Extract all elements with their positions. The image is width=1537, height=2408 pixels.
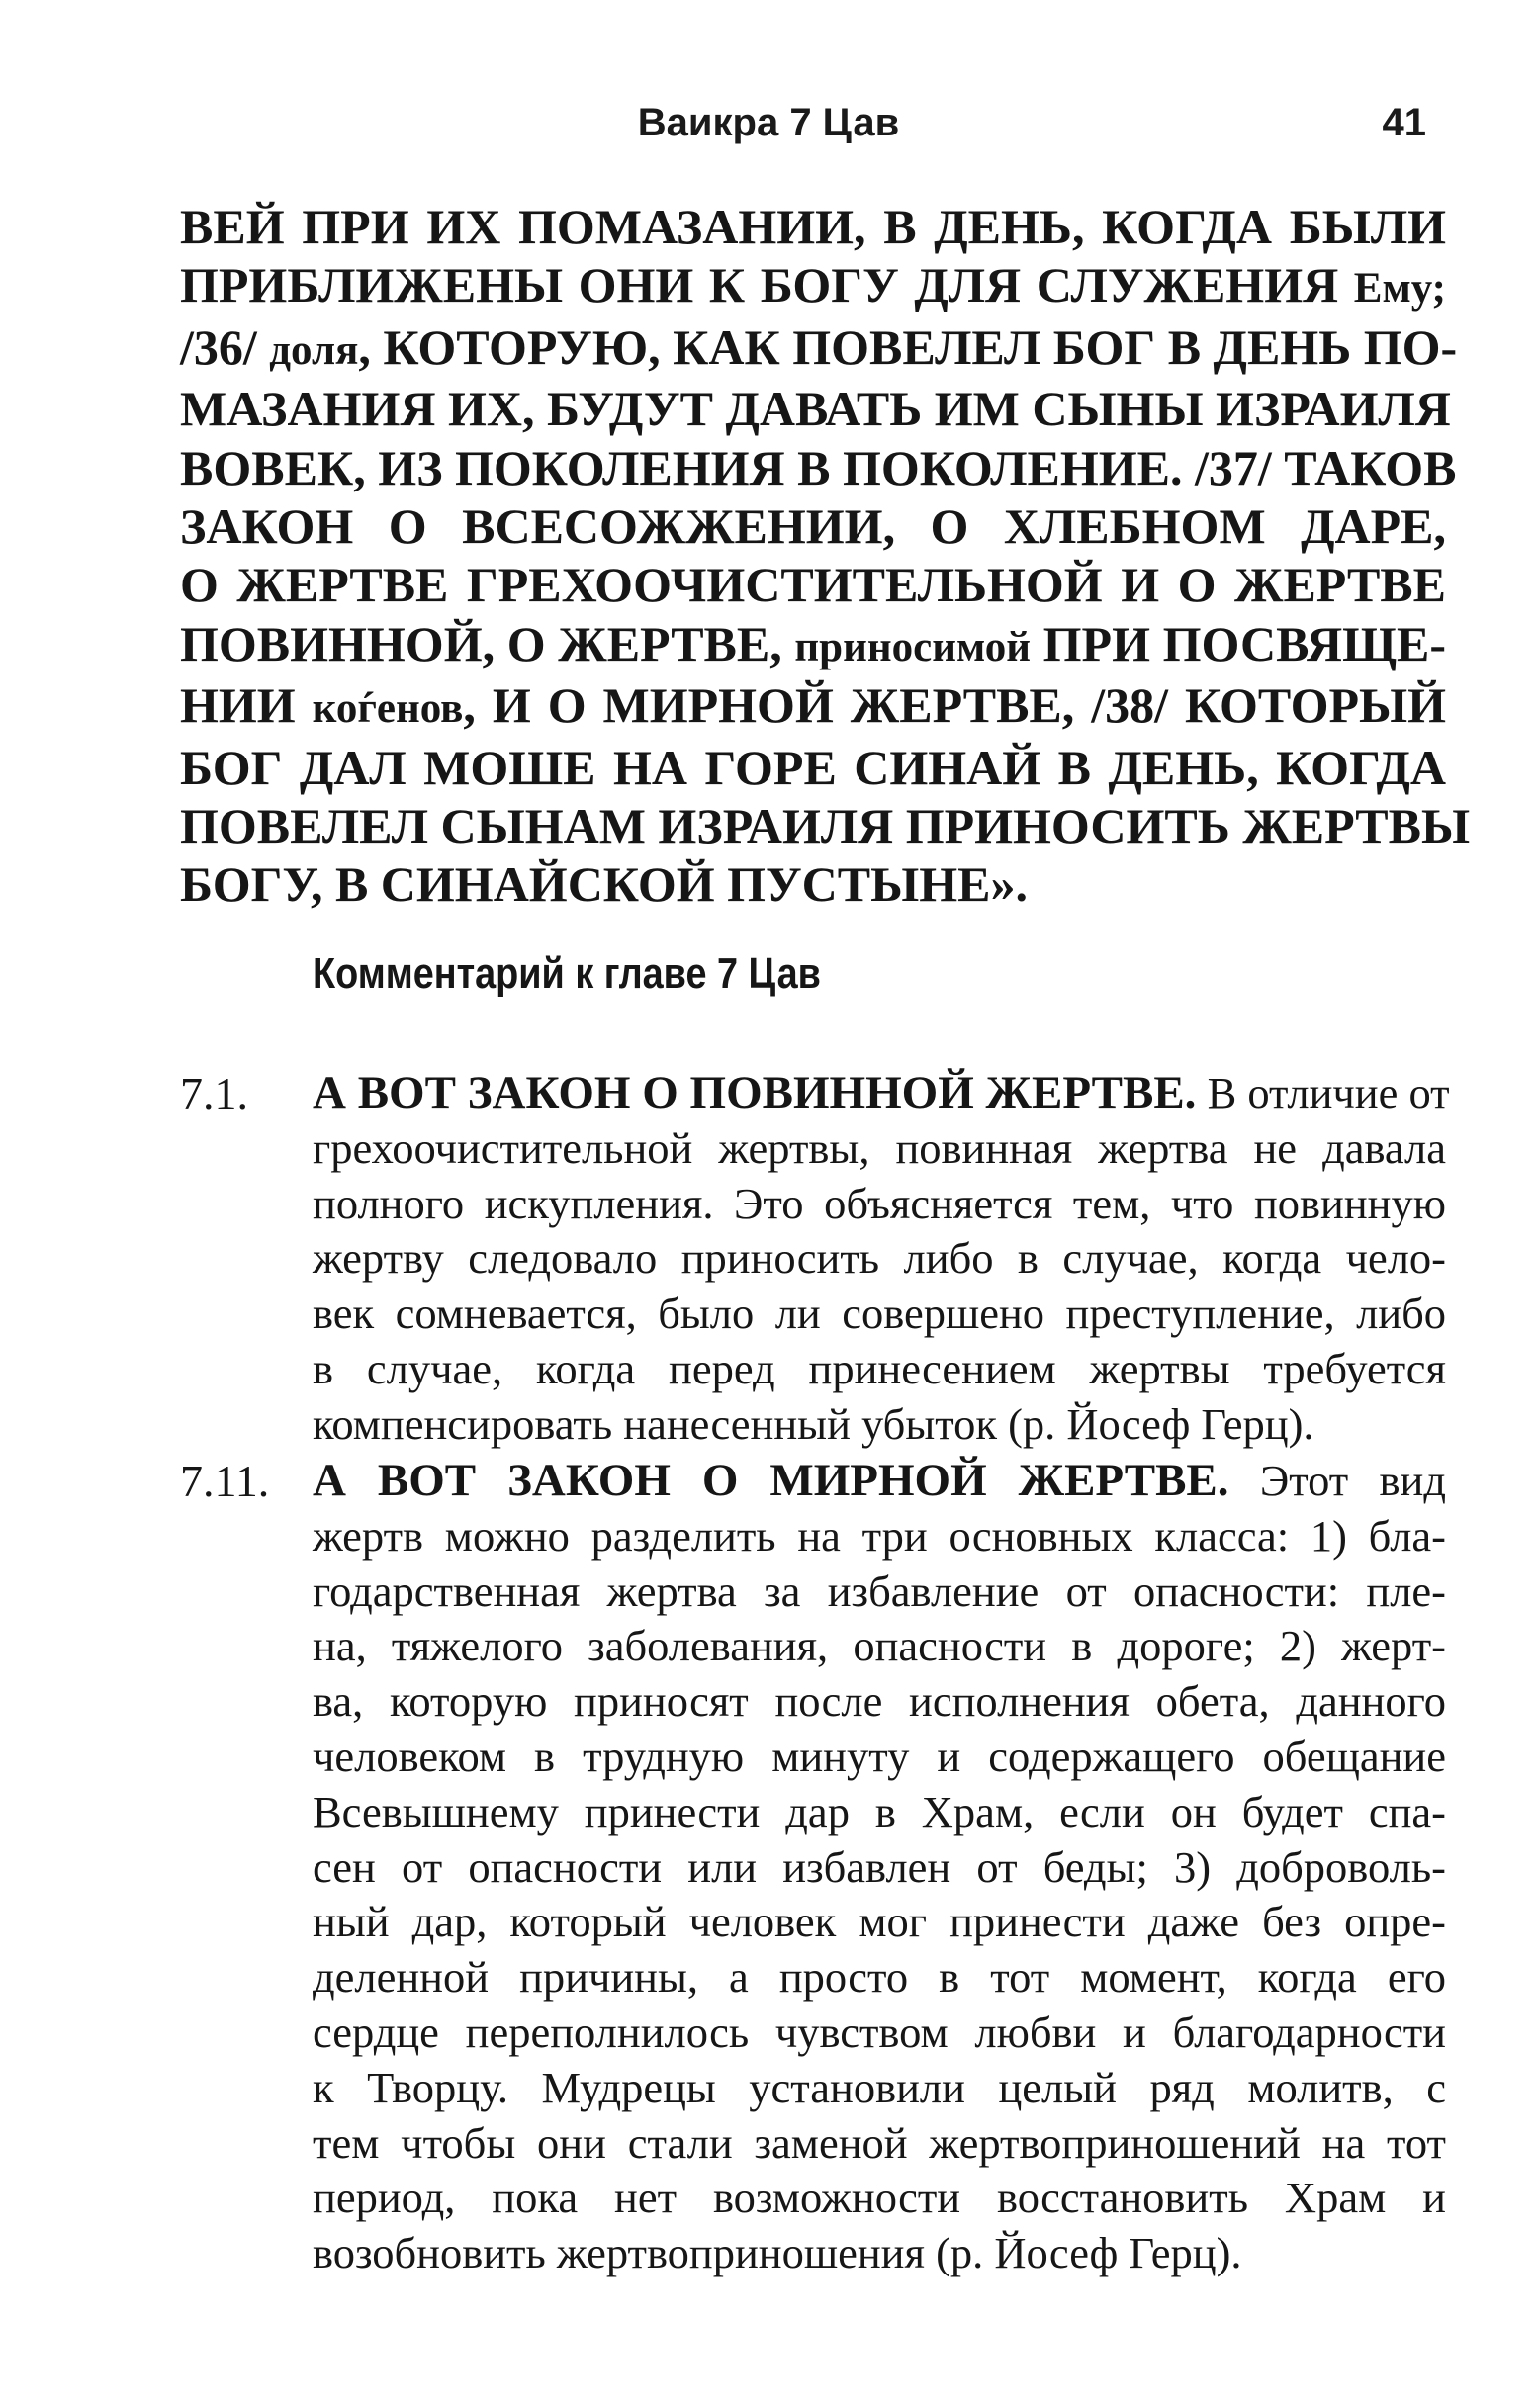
entry-line: жертв можно разделить на три основных класса: 1) бла- — [313, 1510, 1446, 1561]
entry-line: ва, которую приносят после исполнения обета, данного — [313, 1676, 1446, 1727]
entry-line: в случае, когда перед принесением жертвы требуется — [313, 1343, 1446, 1393]
running-title: Ваикра 7 Цав — [637, 101, 900, 144]
entry-line: жертву следовало приносить либо в случае, когда чело- — [313, 1233, 1446, 1284]
scripture-line: БОГ ДАЛ МОШЕ НА ГОРЕ СИНАЙ В ДЕНЬ, КОГДА — [180, 739, 1446, 795]
scripture-line: МАЗАНИЯ ИХ, БУДУТ ДАВАТЬ ИМ СЫНЫ ИЗРАИЛЯ — [180, 381, 1451, 437]
scripture-line: БОГУ, В СИНАЙСКОЙ ПУСТЫНЕ». — [180, 856, 1028, 913]
scripture-text — [180, 198, 1471, 915]
entry-line: деленной причины, а просто в тот момент, когда его — [313, 1952, 1446, 2003]
entry-line: сердце переполнилось чувством любви и благодарности — [313, 2007, 1446, 2057]
entry-body — [313, 1454, 1446, 2281]
scripture-line: ПОВЕЛЕЛ СЫНАМ ИЗРАИЛЯ ПРИНОСИТЬ ЖЕРТВЫ — [180, 798, 1471, 854]
page-number: 41 — [1382, 101, 1426, 144]
entry-line: ный дар, который человек мог принести даже без опре- — [313, 1897, 1446, 1947]
entry-line: компенсировать нанесенный убыток (р. Йосеф Герц). — [313, 1398, 1314, 1449]
entry-body — [313, 1066, 1450, 1453]
entry-line: Всевышнему принести дар в Храм, если он будет спа- — [313, 1786, 1446, 1836]
scripture-line: ПОВИННОЙ, О ЖЕРТВЕ, приносимой ПРИ ПОСВЯЩЕ- — [180, 615, 1446, 671]
entry-line: к Творцу. Мудрецы установили целый ряд молитв, с — [313, 2062, 1446, 2112]
scripture-line: ВЕЙ ПРИ ИХ ПОМАЗАНИИ, В ДЕНЬ, КОГДА БЫЛИ — [180, 199, 1446, 254]
entry-number: 7.11. — [180, 1456, 270, 1506]
scripture-line: ВОВЕК, ИЗ ПОКОЛЕНИЯ В ПОКОЛЕНИЕ. /37/ ТАКОВ — [180, 439, 1457, 495]
entry-line: сен от опасности или избавлен от беды; 3) доброволь- — [313, 1841, 1446, 1892]
entry-line: век сомневается, было ли совершено преступление, либо — [313, 1289, 1446, 1339]
entry-line: период, пока нет возможности восстановить Храм и — [313, 2173, 1446, 2223]
commentary-heading: Комментарий к главе 7 Цав — [313, 949, 821, 998]
entry-line: грехоочистительной жертвы, повинная жертва не давала — [313, 1122, 1446, 1173]
entry-line: А ВОТ ЗАКОН О ПОВИННОЙ ЖЕРТВЕ. В отличие от — [313, 1067, 1450, 1118]
scripture-line: ПРИБЛИЖЕНЫ ОНИ К БОГУ ДЛЯ СЛУЖЕНИЯ Ему; — [180, 257, 1446, 313]
entry-line: полного искупления. Это объясняется тем, что повинную — [313, 1178, 1446, 1228]
entry-line: тем чтобы они стали заменой жертвоприношений на тот — [313, 2117, 1446, 2168]
entry-number: 7.1. — [180, 1068, 248, 1118]
entry-line: человеком в трудную минуту и содержащего обещание — [313, 1731, 1446, 1781]
entry-line: на, тяжелого заболевания, опасности в дороге; 2) жерт- — [313, 1621, 1446, 1671]
scripture-line: О ЖЕРТВЕ ГРЕХООЧИСТИТЕЛЬНОЙ И О ЖЕРТВЕ — [180, 557, 1446, 613]
scripture-line: /36/ доля, КОТОРУЮ, КАК ПОВЕЛЕЛ БОГ В ДЕНЬ ПО- — [180, 318, 1458, 375]
scripture-line: НИИ коѓенов, И О МИРНОЙ ЖЕРТВЕ, /38/ КОТОРЫЙ — [180, 677, 1446, 734]
entry-line: возобновить жертвоприношения (р. Йосеф Герц). — [313, 2228, 1242, 2278]
scripture-line: ЗАКОН О ВСЕСОЖЖЕНИИ, О ХЛЕБНОМ ДАРЕ, — [180, 498, 1446, 555]
entry-line: годарственная жертва за избавление от опасности: пле- — [313, 1565, 1446, 1616]
entry-line: А ВОТ ЗАКОН О МИРНОЙ ЖЕРТВЕ. Этот вид — [313, 1455, 1446, 1506]
